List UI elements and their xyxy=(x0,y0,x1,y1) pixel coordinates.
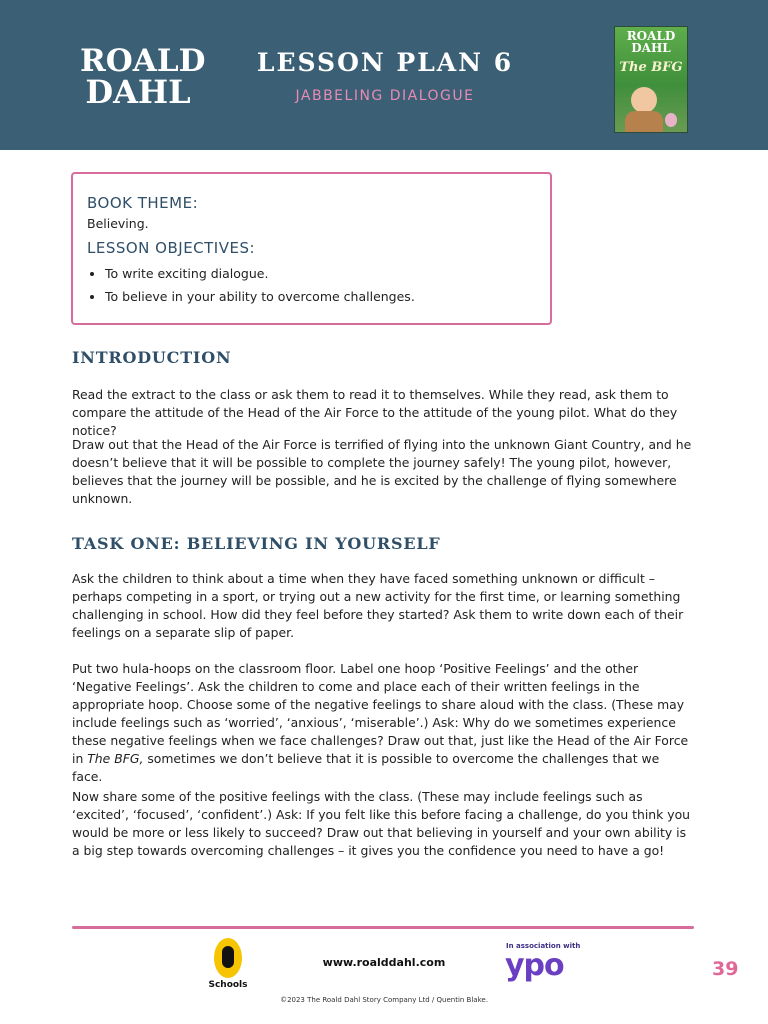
lesson-plan-title: LESSON PLAN 6 xyxy=(256,48,514,77)
introduction-heading: INTRODUCTION xyxy=(72,348,232,367)
introduction-paragraph-2: Draw out that the Head of the Air Force is terrified of flying into the unknown Giant Country, and he doesn’t believe that it will be possible to complete the journey safely! The young pilot, however, believes that the journey will be possible, and he is excited by the challenge of flying somewhere unknown. xyxy=(72,437,692,506)
objective-item: To believe in your ability to overcome challenges. xyxy=(87,285,415,308)
association-label: In association with xyxy=(506,942,581,950)
puffin-logo-icon xyxy=(214,938,242,978)
cover-brand xyxy=(615,30,687,54)
roald-dahl-logo xyxy=(80,43,206,111)
task-one-paragraph-2 xyxy=(72,660,692,786)
cover-title: The BFG xyxy=(619,60,683,75)
task-one-paragraph-1: Ask the children to think about a time when they have faced something unknown or difficult – perhaps competing in a sport, or trying out a new activity for the first time, or learning something challenging in school. How did they feel before they started? Ask them to write down each of their feelings on a separate slip of paper. xyxy=(72,571,684,640)
cover-brand-line-1: ROALD xyxy=(626,29,676,43)
task-one-heading: TASK ONE: BELIEVING IN YOURSELF xyxy=(72,534,441,553)
cover-brand-line-2: DAHL xyxy=(631,41,671,55)
ypo-logo: ypo xyxy=(505,948,564,983)
objectives-list xyxy=(87,262,415,308)
logo-line-2: DAHL xyxy=(85,73,191,111)
task-one-paragraph-2-part-2: sometimes we don’t believe that it is possible to overcome the challenges that we face. xyxy=(72,751,660,784)
lesson-objectives-heading: LESSON OBJECTIVES: xyxy=(87,239,256,257)
task-one-paragraph-2-part-1: Put two hula-hoops on the classroom floor. Label one hoop ‘Positive Feelings’ and the other ‘Negative Feelings’. Ask the children to come and place each of their written feelings in the appropriate hoop. Choose some of the negative feelings to share aloud with the class. (These may include feelings such as ‘worried’, ‘anxious’, ‘miserable’.) Ask: Why do we sometimes experience these negative feelings when we face challenges? Draw out that, just like the Head of the Air Force in xyxy=(72,661,689,766)
book-title-italic: The BFG, xyxy=(87,751,144,766)
book-cover-image xyxy=(614,26,688,133)
cover-giant-head xyxy=(631,87,657,113)
task-one-paragraph-3: Now share some of the positive feelings with the class. (These may include feelings such as ‘excited’, ‘focused’, ‘confident’.) Ask: If you felt like this before facing a challenge, do you think you would be more or less likely to succeed? Draw out that believing in yourself and your own ability is a big step towards overcoming challenges – it gives you the confidence you need to have a go! xyxy=(72,789,691,858)
theme-objectives-box xyxy=(71,172,552,325)
book-theme-text: Believing. xyxy=(87,216,149,231)
logo-line-1: ROALD xyxy=(80,43,206,79)
footer-divider xyxy=(72,926,694,929)
lesson-plan-subtitle: JABBELING DIALOGUE xyxy=(295,88,475,104)
introduction-paragraph-1: Read the extract to the class or ask them to read it to themselves. While they read, ask them to compare the attitude of the Head of the Air Force to the attitude of the young pilot. What do they notice? xyxy=(72,387,678,438)
cover-giant-body xyxy=(625,111,663,133)
cover-girl-figure xyxy=(665,113,677,127)
objective-item: To write exciting dialogue. xyxy=(87,262,415,285)
book-theme-heading: BOOK THEME: xyxy=(87,194,199,212)
page-number: 39 xyxy=(712,958,739,980)
copyright-notice: ©2023 The Roald Dahl Story Company Ltd / Quentin Blake. xyxy=(280,996,488,1004)
puffin-schools-label: Schools xyxy=(208,980,248,990)
website-link[interactable]: www.roalddahl.com xyxy=(322,956,446,969)
page-header xyxy=(0,0,768,150)
